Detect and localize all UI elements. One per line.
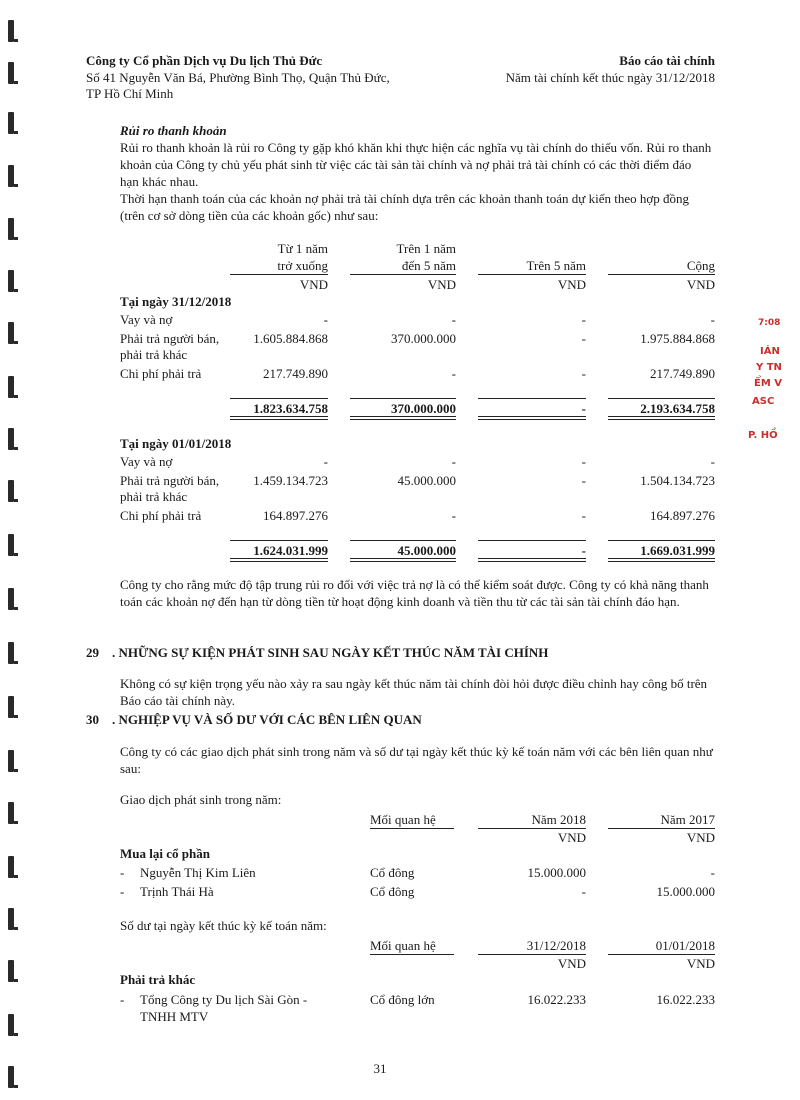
- party-name: Nguyễn Thị Kim Liên: [140, 865, 256, 880]
- binder-hole: [8, 62, 14, 84]
- bullet: -: [120, 865, 125, 880]
- total-cell: -: [581, 543, 586, 558]
- binder-hole: [8, 376, 14, 398]
- stamp-text: P. HỒ: [748, 430, 778, 441]
- table-cell: 217.749.890: [650, 366, 715, 381]
- table-cell: 1.459.134.723: [253, 473, 328, 488]
- group-heading: Phải trả khác: [120, 972, 196, 987]
- row-label: phải trả khác: [120, 489, 188, 504]
- unit-label: VND: [686, 956, 715, 971]
- binder-hole: [8, 908, 14, 930]
- bullet: -: [120, 884, 125, 899]
- binder-hole: [8, 270, 14, 292]
- binder-hole: [8, 750, 14, 772]
- binder-hole: [8, 642, 14, 664]
- total-cell: 1.624.031.999: [253, 543, 328, 558]
- table-cell: 164.897.276: [650, 508, 715, 523]
- table-cell: 16.022.233: [656, 992, 715, 1007]
- column-header: Mối quan hệ: [370, 938, 436, 953]
- table-cell: -: [710, 454, 715, 469]
- unit-label: VND: [299, 277, 328, 292]
- binder-hole: [8, 480, 14, 502]
- party-name: TNHH MTV: [140, 1009, 209, 1024]
- binder-hole: [8, 20, 14, 42]
- row-label: Vay và nợ: [120, 454, 173, 469]
- table-cell: 15.000.000: [656, 884, 715, 899]
- table-cell: 1.605.884.868: [253, 331, 328, 346]
- unit-label: VND: [686, 830, 715, 845]
- paragraph-line: sau:: [120, 761, 141, 776]
- section-number: 29: [86, 645, 99, 660]
- binder-hole: [8, 856, 14, 878]
- paragraph-line: Thời hạn thanh toán của các khoản nợ phải trả tài chính dựa trên các khoản thanh toán dự kiến theo hợp đồng: [120, 191, 689, 206]
- sub-label: Số dư tại ngày kết thúc kỳ kế toán năm:: [120, 918, 327, 933]
- paragraph-line: khoản của Công ty chủ yếu phát sinh từ việc các tài sản tài chính và nợ phải trả tài chính có các thời điểm đáo: [120, 157, 692, 172]
- binder-hole: [8, 165, 14, 187]
- column-header: 31/12/2018: [526, 938, 586, 953]
- paragraph-line: toán các khoản nợ đến hạn từ dòng tiền từ hoạt động kinh doanh và tiền thu từ các tài sản tài chính đáo hạn.: [120, 594, 680, 609]
- section-title: . NGHIỆP VỤ VÀ SỐ DƯ VỚI CÁC BÊN LIÊN QUAN: [112, 712, 422, 727]
- binder-hole: [8, 218, 14, 240]
- table-cell: 370.000.000: [391, 331, 456, 346]
- row-label: Vay và nợ: [120, 312, 173, 327]
- sub-label: Giao dịch phát sinh trong năm:: [120, 792, 282, 807]
- table-cell: -: [451, 366, 456, 381]
- column-header: Năm 2017: [660, 812, 715, 827]
- table-cell: 164.897.276: [263, 508, 328, 523]
- paragraph-line: Rủi ro thanh khoản là rủi ro Công ty gặp khó khăn khi thực hiện các nghĩa vụ tài chính do thiếu vốn. Rủi ro thanh: [120, 140, 712, 155]
- bullet: -: [120, 992, 125, 1007]
- unit-label: VND: [557, 830, 586, 845]
- company-name: Công ty Cổ phần Dịch vụ Du lịch Thủ Đức: [86, 53, 323, 68]
- column-header: Trên 5 năm: [526, 258, 586, 273]
- total-cell: 2.193.634.758: [640, 401, 715, 416]
- table-cell: -: [581, 454, 586, 469]
- row-label: Chi phí phải trả: [120, 366, 202, 381]
- page-number: 31: [373, 1061, 387, 1076]
- relationship: Cổ đông: [370, 865, 415, 880]
- stamp-text: ỂM V: [754, 378, 783, 389]
- row-label: Chi phí phải trả: [120, 508, 202, 523]
- total-cell: 1.669.031.999: [640, 543, 715, 558]
- column-header: trở xuống: [277, 258, 328, 273]
- group-heading: Mua lại cổ phần: [120, 846, 210, 861]
- relationship: Cổ đông: [370, 884, 415, 899]
- row-label: Phải trả người bán,: [120, 473, 220, 488]
- total-cell: 1.823.634.758: [253, 401, 328, 416]
- paragraph-line: Công ty cho rằng mức độ tập trung rủi ro đối với việc trả nợ là có thể kiểm soát được. Công ty có khả năng thanh: [120, 577, 709, 592]
- report-title: Báo cáo tài chính: [619, 53, 715, 68]
- table-cell: -: [581, 312, 586, 327]
- table-cell: 217.749.890: [263, 366, 328, 381]
- fiscal-year: Năm tài chính kết thúc ngày 31/12/2018: [505, 70, 715, 85]
- paragraph-line: Công ty có các giao dịch phát sinh trong năm và số dư tại ngày kết thúc kỳ kế toán năm với các bên liên quan như: [120, 744, 713, 759]
- binder-hole: [8, 696, 14, 718]
- column-header: đến 5 năm: [401, 258, 456, 273]
- total-cell: -: [581, 401, 586, 416]
- table-cell: -: [581, 331, 586, 346]
- table-cell: -: [710, 865, 715, 880]
- column-header: Mối quan hệ: [370, 812, 436, 827]
- company-city: TP Hồ Chí Minh: [86, 86, 174, 101]
- unit-label: VND: [557, 277, 586, 292]
- section-number: 30: [86, 712, 99, 727]
- column-header: 01/01/2018: [655, 938, 715, 953]
- table-cell: 16.022.233: [527, 992, 586, 1007]
- column-header: Trên 1 năm: [396, 241, 456, 256]
- column-header: Từ 1 năm: [277, 241, 328, 256]
- paragraph-line: Không có sự kiện trọng yếu nào xảy ra sau ngày kết thúc năm tài chính đòi hỏi được điều chỉnh hay công bố trên: [120, 676, 708, 691]
- column-header: Cộng: [686, 258, 715, 273]
- table-cell: -: [451, 312, 456, 327]
- binder-hole: [8, 428, 14, 450]
- party-name: Tổng Công ty Du lịch Sài Gòn -: [140, 992, 308, 1007]
- row-label: phải trả khác: [120, 347, 188, 362]
- paragraph-line: (trên cơ sở dòng tiền của các khoản gốc) như sau:: [120, 208, 379, 223]
- date-subheading: Tại ngày 31/12/2018: [120, 294, 232, 309]
- party-name: Trịnh Thái Hà: [140, 884, 214, 899]
- table-cell: 45.000.000: [397, 473, 456, 488]
- table-cell: -: [451, 508, 456, 523]
- binder-hole: [8, 588, 14, 610]
- table-cell: -: [323, 312, 328, 327]
- binder-hole: [8, 112, 14, 134]
- company-address: Số 41 Nguyễn Văn Bá, Phường Bình Thọ, Quận Thủ Đức,: [86, 70, 390, 85]
- binder-hole: [8, 322, 14, 344]
- stamp-text: Y TN: [756, 362, 782, 373]
- binder-hole: [8, 960, 14, 982]
- table-cell: -: [323, 454, 328, 469]
- table-cell: 1.504.134.723: [640, 473, 715, 488]
- table-cell: -: [581, 884, 586, 899]
- section-title: . NHỮNG SỰ KIỆN PHÁT SINH SAU NGÀY KẾT THÚC NĂM TÀI CHÍNH: [112, 645, 549, 660]
- paragraph-line: Báo cáo tài chính này.: [120, 693, 236, 708]
- stamp-text: IÁN: [760, 346, 780, 357]
- row-label: Phải trả người bán,: [120, 331, 220, 346]
- stamp-text: ASC: [752, 396, 775, 407]
- date-subheading: Tại ngày 01/01/2018: [120, 436, 232, 451]
- table-cell: -: [581, 473, 586, 488]
- table-cell: 15.000.000: [527, 865, 586, 880]
- relationship: Cổ đông lớn: [370, 992, 435, 1007]
- unit-label: VND: [686, 277, 715, 292]
- unit-label: VND: [557, 956, 586, 971]
- section-heading: Rủi ro thanh khoản: [120, 123, 227, 138]
- table-cell: -: [581, 508, 586, 523]
- binder-hole: [8, 802, 14, 824]
- stamp-text: 7:08: [758, 318, 781, 328]
- total-cell: 370.000.000: [391, 401, 456, 416]
- table-cell: -: [581, 366, 586, 381]
- paragraph-line: hạn khác nhau.: [120, 174, 199, 189]
- binder-hole: [8, 534, 14, 556]
- column-header: Năm 2018: [531, 812, 586, 827]
- unit-label: VND: [427, 277, 456, 292]
- table-cell: -: [710, 312, 715, 327]
- table-cell: -: [451, 454, 456, 469]
- binder-hole: [8, 1014, 14, 1036]
- table-cell: 1.975.884.868: [640, 331, 715, 346]
- total-cell: 45.000.000: [397, 543, 456, 558]
